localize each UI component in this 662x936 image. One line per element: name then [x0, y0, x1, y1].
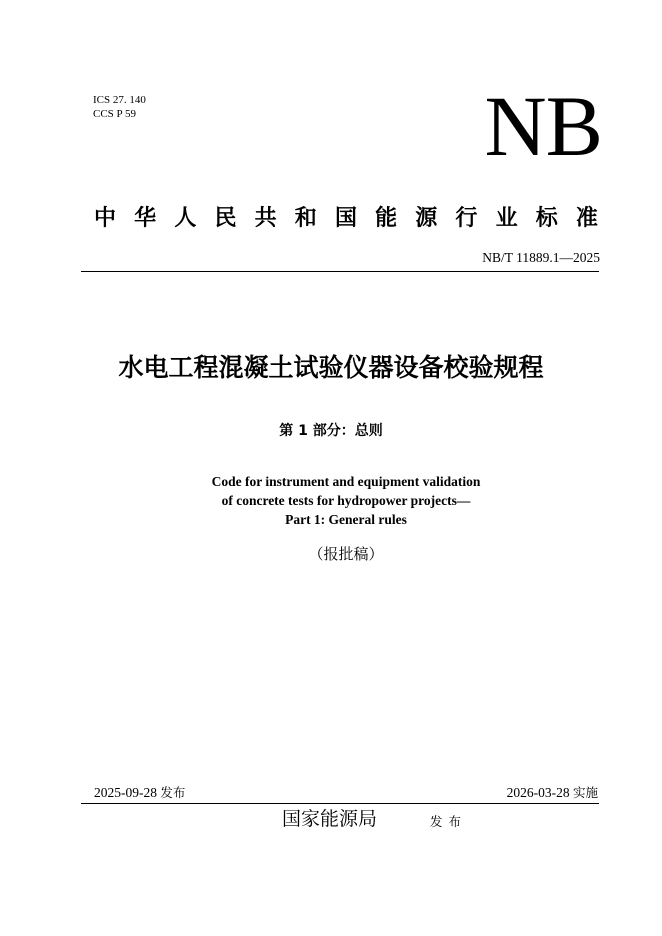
industry-char: 行 — [455, 206, 478, 231]
issuer-name: 国家能源局 — [282, 808, 378, 830]
chinese-part-title: 第 1 部分：总则 — [279, 423, 383, 439]
industry-char: 业 — [495, 206, 518, 231]
industry-char: 民 — [214, 206, 237, 231]
ics-code: ICS 27. 140 — [93, 94, 146, 106]
footer-divider — [81, 803, 599, 804]
industry-char: 能 — [375, 206, 398, 231]
industry-char: 中 — [94, 206, 117, 231]
standard-number: NB/T 11889.1—2025 — [482, 250, 600, 265]
industry-char: 源 — [415, 206, 438, 231]
issue-date-line — [94, 783, 185, 803]
issuer-action: 发布 — [430, 814, 468, 829]
english-title-line: Code for instrument and equipment validation — [211, 474, 481, 489]
english-title-line: of concrete tests for hydropower projects— — [221, 493, 471, 508]
industry-standard-heading — [94, 201, 598, 237]
implement-label: 实施 — [572, 785, 598, 800]
industry-char: 准 — [575, 206, 598, 231]
industry-char: 国 — [334, 206, 357, 231]
industry-char: 和 — [294, 206, 317, 231]
industry-char: 人 — [174, 206, 197, 231]
implement-date: 2026-03-28 — [506, 785, 570, 800]
english-title-line: Part 1: General rules — [285, 512, 407, 527]
industry-char: 共 — [254, 206, 277, 231]
chinese-title: 水电工程混凝土试验仪器设备校验规程 — [118, 353, 544, 382]
header-divider — [81, 271, 599, 272]
draft-status: （报批稿） — [308, 545, 384, 563]
english-title — [0, 472, 662, 529]
nb-logo: NB — [484, 78, 602, 174]
industry-char: 华 — [134, 206, 157, 231]
classification-codes — [93, 93, 146, 121]
issue-date: 2025-09-28 — [94, 785, 157, 800]
industry-char: 标 — [535, 206, 558, 231]
issue-label: 发布 — [160, 785, 186, 800]
ccs-code: CCS P 59 — [93, 108, 137, 120]
implement-date-line — [507, 783, 598, 803]
